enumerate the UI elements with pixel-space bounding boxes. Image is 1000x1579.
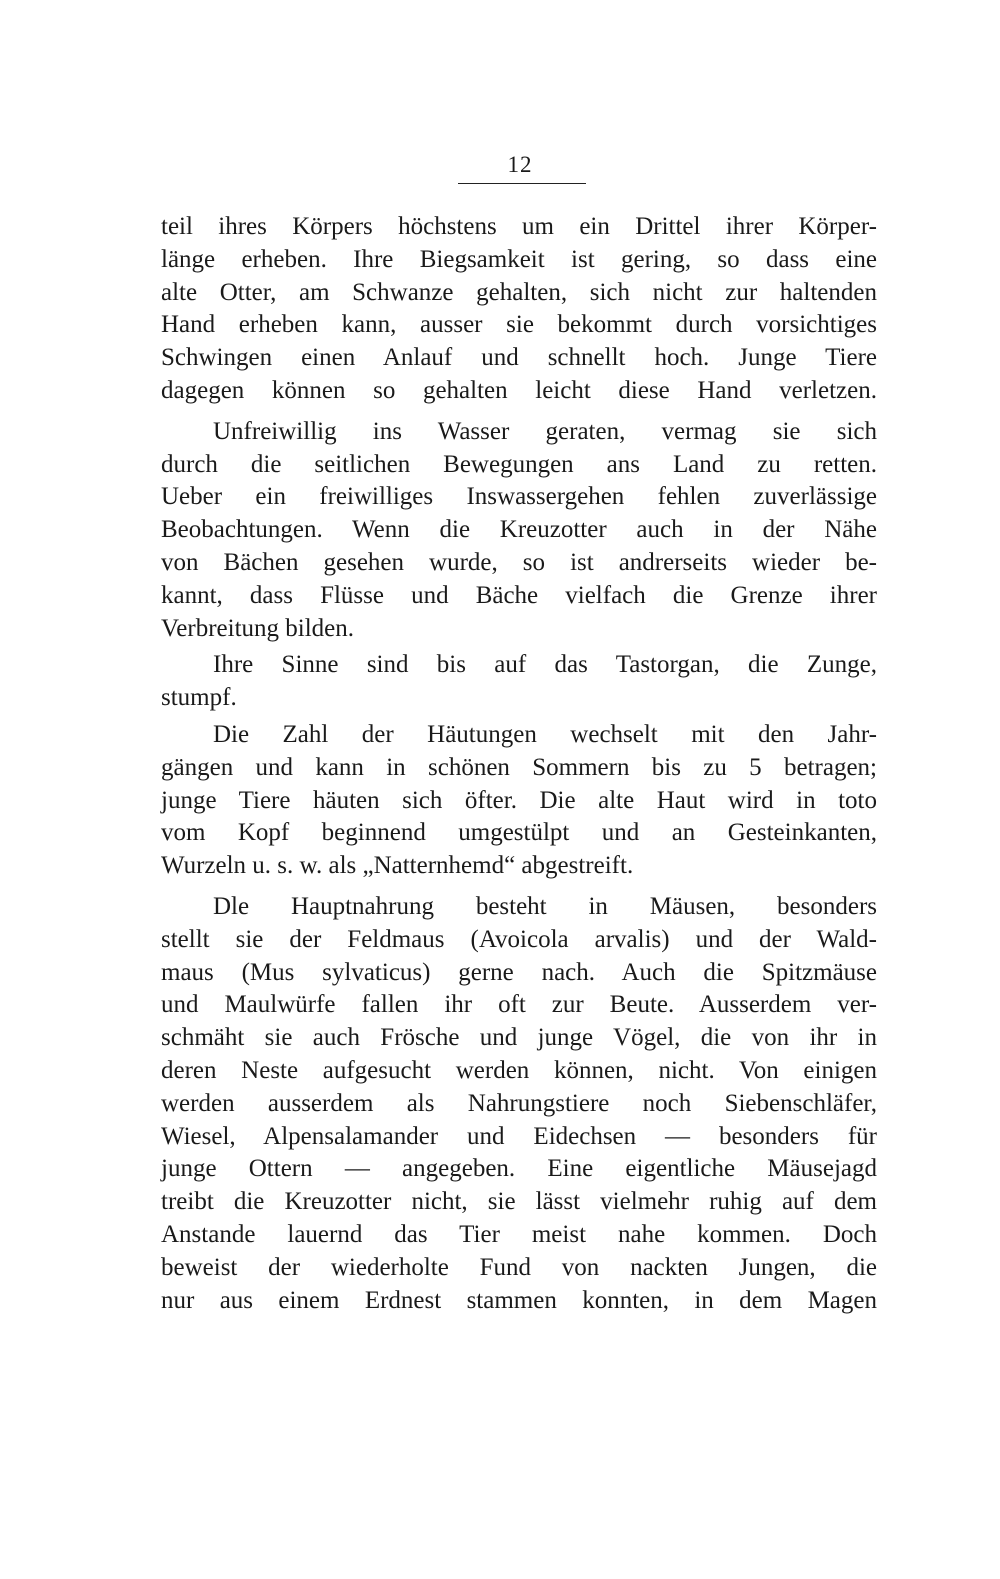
text-line: Ueber ein freiwilliges Inswassergehen fehlen zuverlässige [161, 483, 877, 511]
text-line: junge Ottern — angegeben. Eine eigentliche Mäusejagd [161, 1155, 877, 1183]
text-line: Unfreiwillig ins Wasser geraten, vermag sie sich [213, 417, 877, 445]
text-line: Verbreitung bilden. [161, 614, 355, 642]
text-line: teil ihres Körpers höchstens um ein Drittel ihrer Körper- [161, 213, 877, 240]
text-line: deren Neste aufgesucht werden können, nicht. Von einigen [161, 1056, 877, 1084]
text-line: Dle Hauptnahrung besteht in Mäusen, besonders [213, 892, 877, 920]
text-line: junge Tiere häuten sich öfter. Die alte Haut wird in toto [161, 786, 877, 814]
paragraph-4 [161, 719, 877, 883]
header-rule [458, 183, 586, 184]
page-number: 12 [507, 152, 533, 177]
text-line: dagegen können so gehalten leicht diese Hand verletzen. [161, 376, 877, 404]
body-text [161, 211, 877, 1317]
text-line: länge erheben. Ihre Biegsamkeit ist gering, so dass eine [161, 245, 877, 273]
text-line: vom Kopf beginnend umgestülpt und an Gesteinkanten, [161, 819, 877, 847]
text-line: durch die seitlichen Bewegungen ans Land zu retten. [161, 450, 877, 478]
text-line: Wiesel, Alpensalamander und Eidechsen — besonders für [161, 1122, 877, 1150]
paragraph-3 [161, 649, 877, 715]
text-line: Hand erheben kann, ausser sie bekommt durch vorsichtiges [161, 311, 877, 339]
text-line: werden ausserdem als Nahrungstiere noch Siebenschläfer, [161, 1089, 877, 1117]
text-line: Ihre Sinne sind bis auf das Tastorgan, die Zunge, [213, 651, 877, 679]
text-line: kannt, dass Flüsse und Bäche vielfach die Grenze ihrer [161, 581, 877, 609]
text-line: Schwingen einen Anlauf und schnellt hoch. Junge Tiere [161, 344, 877, 372]
text-line: gängen und kann in schönen Sommern bis zu 5 betragen; [161, 753, 877, 781]
text-line: stellt sie der Feldmaus (Avoicola arvalis) und der Wald- [161, 925, 877, 953]
text-line: nur aus einem Erdnest stammen konnten, in dem Magen [161, 1286, 877, 1314]
text-line: stumpf. [161, 684, 237, 712]
text-line: Die Zahl der Häutungen wechselt mit den Jahr- [213, 720, 877, 748]
text-line: alte Otter, am Schwanze gehalten, sich nicht zur haltenden [161, 278, 877, 306]
paragraph-2 [161, 416, 877, 646]
text-line: Anstande lauernd das Tier meist nahe kommen. Doch [161, 1220, 877, 1248]
text-line: Wurzeln u. s. w. als „Natternhemd“ abgestreift. [161, 852, 634, 880]
text-line: beweist der wiederholte Fund von nackten Jungen, die [161, 1253, 877, 1281]
paragraph-1 [161, 211, 877, 408]
text-line: von Bächen gesehen wurde, so ist andrerseits wieder be- [161, 548, 877, 576]
text-line: Beobachtungen. Wenn die Kreuzotter auch in der Nähe [161, 516, 877, 544]
paragraph-5 [161, 891, 877, 1317]
text-line: maus (Mus sylvaticus) gerne nach. Auch die Spitzmäuse [161, 958, 877, 986]
text-line: schmäht sie auch Frösche und junge Vögel, die von ihr in [161, 1024, 877, 1052]
text-line: und Maulwürfe fallen ihr oft zur Beute. Ausserdem ver- [161, 991, 877, 1019]
text-line: treibt die Kreuzotter nicht, sie lässt vielmehr ruhig auf dem [161, 1188, 877, 1216]
